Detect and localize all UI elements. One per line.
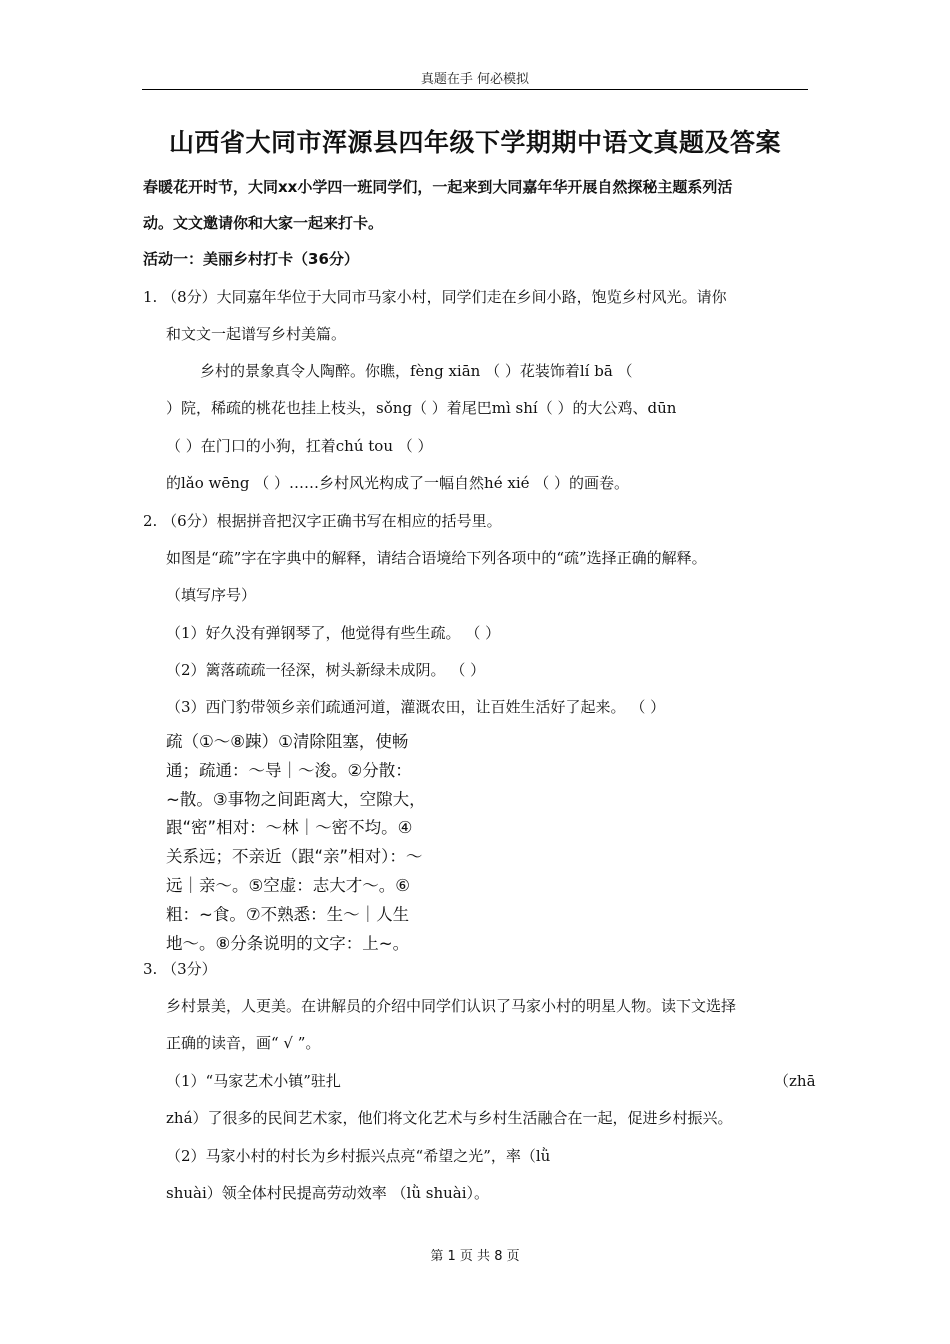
q2-item-3: （3）西门豹带领乡亲们疏通河道，灌溉农田，让百姓生活好了起来。 （ ） — [166, 698, 666, 716]
q3-item-2: （2）马家小村的村长为乡村振兴点亮“希望之光”，率（lǜ — [166, 1147, 551, 1165]
q2-line-2: 如图是“疏”字在字典中的解释，请结合语境给下列各项中的“疏”选择正确的解释。 — [166, 549, 707, 567]
q2-item-1: （1）好久没有弹钢琴了，他觉得有些生疏。 （ ） — [166, 624, 501, 642]
q1-line-5: （ ）在门口的小狗，扛着chú tou （ ） — [166, 437, 433, 455]
dictionary-entry — [166, 728, 456, 958]
intro-line-1: 春暖花开时节，大同xx小学四一班同学们，一起来到大同嘉年华开展自然探秘主题系列活 — [143, 178, 733, 196]
q1-line-6: 的lǎo wēng （ ）……乡村风光构成了一幅自然hé xié （ ）的画卷。 — [166, 474, 630, 492]
q2-line-1: 2. （6分）根据拼音把汉字正确书写在相应的括号里。 — [143, 512, 502, 530]
q3-item-2-cont: shuài）领全体村民提高劳动效率 （lǜ shuài）。 — [166, 1184, 490, 1202]
dictionary-line: 通；疏通：～导｜～浚。②分散： — [166, 760, 412, 780]
q3-item-1-pinyin: （zhā — [774, 1072, 816, 1090]
dictionary-line: 关系远；不亲近（跟“亲”相对）：～ — [166, 847, 423, 867]
dictionary-line: 跟“密”相对：～林｜～密不均。④ — [166, 818, 413, 838]
q3-line-2: 乡村景美，人更美。在讲解员的介绍中同学们认识了马家小村的明星人物。读下文选择 — [166, 997, 737, 1015]
q1-line-4: ）院，稀疏的桃花也挂上枝头，sǒng（ ）着尾巴mì shí（ ）的大公鸡、dūn — [166, 399, 677, 417]
q3-line-3: 正确的读音，画“ √ ”。 — [166, 1034, 321, 1052]
page-title: 山西省大同市浑源县四年级下学期期中语文真题及答案 — [168, 128, 781, 157]
page-header: 真题在手 何必模拟 — [420, 72, 530, 87]
intro-line-2: 动。文文邀请你和大家一起来打卡。 — [143, 214, 384, 232]
dictionary-line: 粗：~食。⑦不熟悉：生～｜人生 — [166, 904, 410, 924]
dictionary-line: 疏（①～⑧踈）①清除阻塞，使畅 — [166, 732, 409, 751]
q3-item-1-cont: zhá）了很多的民间艺术家，他们将文化艺术与乡村生活融合在一起，促进乡村振兴。 — [166, 1109, 733, 1127]
q2-item-2: （2）篱落疏疏一径深，树头新绿未成阴。 （ ） — [166, 661, 486, 679]
q1-line-1: 1. （8分）大同嘉年华位于大同市马家小村，同学们走在乡间小路，饱览乡村风光。请你 — [143, 288, 727, 306]
page-footer: 第 1 页 共 8 页 — [430, 1249, 520, 1264]
q3-item-1: （1）“马家艺术小镇”驻扎 — [166, 1072, 341, 1090]
dictionary-line: ~散。③事物之间距离大，空隙大， — [166, 789, 426, 809]
q1-line-3: 乡村的景象真令人陶醉。你瞧，fèng xiān （ ）花装饰着lí bā （ — [200, 362, 633, 380]
q2-line-3: （填写序号） — [166, 586, 257, 604]
q1-line-2: 和文文一起谱写乡村美篇。 — [166, 325, 347, 343]
q3-line-1: 3. （3分） — [143, 960, 217, 978]
dictionary-line: 地～。⑧分条说明的文字：上~。 — [166, 933, 410, 953]
dictionary-line: 远｜亲～。⑤空虚：志大才～。⑥ — [166, 875, 411, 895]
header-rule — [142, 89, 808, 90]
activity-1-heading: 活动一：美丽乡村打卡（36分） — [143, 250, 359, 268]
